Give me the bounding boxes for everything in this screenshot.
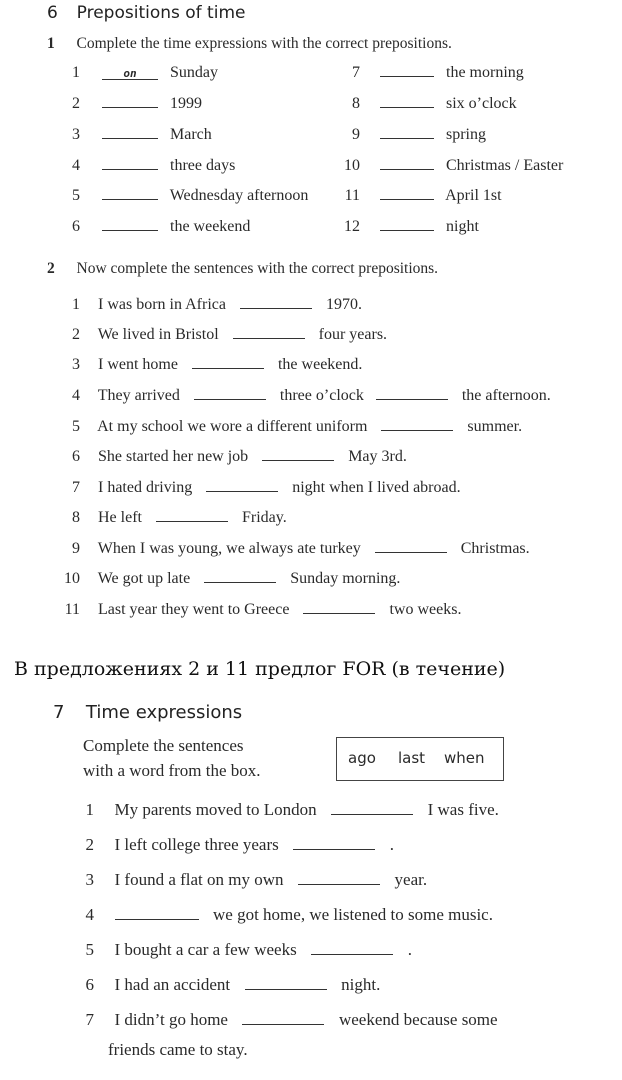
ex2-item-6	[62, 448, 407, 466]
item-number: 2	[72, 95, 80, 112]
ex1-left-item-5	[60, 187, 308, 205]
sentence-part-a: At my school we wore a different uniform	[97, 418, 368, 435]
sentence-part-b: we got home, we listened to some music.	[213, 905, 493, 924]
ex2-item-7	[62, 479, 461, 497]
answer-blank[interactable]	[102, 159, 158, 170]
item-number: 7	[352, 64, 360, 81]
sentence-part-a: I hated driving	[98, 479, 193, 496]
box-word-ago: ago	[348, 749, 376, 767]
s7-item-5	[76, 940, 412, 960]
russian-note: В предложениях 2 и 11 предлог FOR (в течение)	[14, 658, 506, 680]
item-number: 1	[85, 800, 94, 819]
item-number: 5	[72, 187, 80, 204]
item-text: six o’clock	[446, 95, 517, 112]
word-box	[336, 737, 504, 781]
ex2-item-1	[62, 296, 362, 314]
sentence-part-b: night when I lived abroad.	[292, 479, 461, 496]
ex1-right-item-7	[338, 64, 524, 82]
item-text: the morning	[446, 64, 524, 81]
sentence-part-a: I was born in Africa	[98, 296, 226, 313]
sentence-part-b: Christmas.	[460, 540, 530, 557]
sentence-part-a: We lived in Bristol	[97, 326, 219, 343]
item-number: 3	[72, 356, 80, 373]
item-number: 5	[72, 418, 80, 435]
answer-blank[interactable]	[245, 979, 327, 990]
item-text: April 1st	[445, 187, 502, 204]
s7-item-4	[76, 905, 493, 925]
item-number: 11	[64, 601, 80, 618]
answer-blank[interactable]	[156, 511, 228, 522]
answer-blank[interactable]	[206, 481, 278, 492]
sentence-part-b: night.	[341, 975, 381, 994]
section6-number: 6	[47, 3, 58, 23]
item-number: 2	[72, 326, 80, 343]
sentence-part-a: She started her new job	[98, 448, 249, 465]
item-number: 9	[72, 540, 80, 557]
ex1-instruction	[47, 35, 452, 53]
sentence-part-a: They arrived	[97, 387, 180, 404]
item-number: 8	[72, 509, 80, 526]
sentence-part-a: I found a flat on my own	[114, 870, 284, 889]
answer-blank[interactable]	[233, 328, 305, 339]
sentence-part-c: the afternoon.	[461, 387, 551, 404]
answer-blank[interactable]	[380, 128, 434, 139]
item-number: 4	[72, 157, 80, 174]
answer-blank[interactable]	[102, 220, 158, 231]
item-number: 8	[352, 95, 360, 112]
answer-blank[interactable]	[375, 542, 447, 553]
answer-blank[interactable]	[376, 389, 448, 400]
answer-blank[interactable]	[194, 389, 266, 400]
sentence-part-b: I was five.	[427, 800, 499, 819]
ex2-item-8	[62, 509, 287, 527]
item-number: 5	[85, 940, 94, 959]
answer-blank[interactable]	[102, 128, 158, 139]
item-text: March	[170, 126, 212, 143]
sentence-part-b: two weeks.	[389, 601, 462, 618]
item-number: 6	[85, 975, 94, 994]
section6-title-text: Prepositions of time	[76, 3, 246, 23]
answer-blank[interactable]	[102, 189, 158, 200]
sentence-part-b: Sunday morning.	[290, 570, 401, 587]
section7-title-text: Time expressions	[85, 702, 243, 723]
ex1-left-item-2	[60, 95, 202, 113]
section6-title	[47, 3, 245, 23]
s7-item-7	[76, 1010, 498, 1030]
ex1-right-item-11	[338, 187, 502, 205]
sentence-part-b: May 3rd.	[348, 448, 407, 465]
answer-blank-filled[interactable]: on	[102, 69, 158, 80]
ex1-left-item-6	[60, 218, 250, 236]
item-number: 1	[72, 64, 80, 81]
sentence-part-b: the weekend.	[277, 356, 363, 373]
ex1-left-item-4	[60, 157, 235, 175]
item-number: 12	[344, 218, 360, 235]
sentence-part-b: 1970.	[325, 296, 362, 313]
answer-blank[interactable]	[380, 97, 434, 108]
sentence-part-a: I bought a car a few weeks	[114, 940, 297, 959]
sentence-part-a: I went home	[98, 356, 178, 373]
answer-blank[interactable]	[381, 420, 453, 431]
sentence-part-a: We got up late	[97, 570, 191, 587]
box-word-last: last	[398, 749, 426, 767]
ex2-item-11	[62, 601, 461, 619]
item-number: 3	[85, 870, 94, 889]
ex1-number: 1	[47, 35, 55, 52]
ex1-instruction-text: Complete the time expressions with the correct prepositions.	[76, 35, 452, 52]
s7-item-3	[76, 870, 427, 890]
ex2-item-2	[62, 326, 387, 344]
item-text: night	[446, 218, 479, 235]
item-text: Sunday	[170, 64, 218, 81]
sentence-part-b: weekend because some	[338, 1010, 498, 1029]
answer-blank[interactable]	[115, 909, 199, 920]
sentence-part-b: summer.	[467, 418, 523, 435]
s7-item-2	[76, 835, 394, 855]
sentence-part-b: four years.	[318, 326, 388, 343]
item-number: 6	[72, 448, 80, 465]
item-number: 1	[72, 296, 80, 313]
ex1-left-item-1	[60, 64, 218, 82]
ex1-right-item-12	[338, 218, 479, 236]
item-text: Christmas / Easter	[446, 157, 564, 174]
ex1-right-item-9	[338, 126, 486, 144]
item-number: 3	[72, 126, 80, 143]
ex2-item-9	[62, 540, 530, 558]
s7-item-1	[76, 800, 499, 820]
section7-number: 7	[53, 702, 65, 723]
answer-blank[interactable]	[311, 944, 393, 955]
answer-blank[interactable]	[242, 1014, 324, 1025]
item-text: three days	[170, 157, 236, 174]
answer-blank[interactable]	[380, 220, 434, 231]
answer-blank[interactable]	[102, 97, 158, 108]
sentence-part-a: He left	[98, 509, 142, 526]
item-number: 2	[85, 835, 94, 854]
answer-blank[interactable]	[298, 874, 380, 885]
sentence-part-a: I had an accident	[114, 975, 231, 994]
box-word-when: when	[444, 749, 485, 767]
s7-item-6	[76, 975, 380, 995]
item-number: 4	[72, 387, 80, 404]
sentence-part-b: year.	[394, 870, 428, 889]
sentence-part-a: I didn’t go home	[114, 1010, 228, 1029]
item-text: spring	[446, 126, 486, 143]
item-number: 6	[72, 218, 80, 235]
ex2-instruction-text: Now complete the sentences with the correct prepositions.	[76, 260, 439, 277]
ex2-item-3	[62, 356, 362, 374]
item-number: 4	[85, 905, 94, 924]
ex2-instruction	[47, 260, 438, 278]
answer-blank[interactable]	[240, 298, 312, 309]
item-number: 10	[344, 157, 360, 174]
ex1-right-item-10	[338, 157, 563, 175]
sentence-part-b: .	[407, 940, 412, 959]
answer-blank[interactable]	[262, 450, 334, 461]
ex1-left-item-3	[60, 126, 212, 144]
section7-instruction-line2: with a word from the box.	[83, 761, 261, 780]
section7-instruction-line1: Complete the sentences	[83, 736, 244, 755]
section7-title	[53, 702, 242, 723]
sentence-part-b: Friday.	[241, 509, 287, 526]
ex2-item-10	[62, 570, 400, 588]
sentence-part-a: When I was young, we always ate turkey	[97, 540, 361, 557]
item-number: 11	[344, 187, 360, 204]
answer-blank[interactable]	[293, 839, 375, 850]
item-number: 7	[72, 479, 80, 496]
sentence-part-b: .	[389, 835, 394, 854]
item-text: 1999	[170, 95, 202, 112]
ex2-item-4	[62, 387, 551, 405]
sentence-part-a: Last year they went to Greece	[98, 601, 290, 618]
sentence-part-a: I left college three years	[114, 835, 279, 854]
answer-blank[interactable]	[380, 189, 434, 200]
sentence-part-b: three o’clock	[279, 387, 364, 404]
item-number: 9	[352, 126, 360, 143]
answer-blank[interactable]	[331, 804, 413, 815]
answer-blank[interactable]	[380, 66, 434, 77]
item-text: Wednesday afternoon	[169, 187, 309, 204]
answer-blank[interactable]	[192, 358, 264, 369]
ex1-right-item-8	[338, 95, 517, 113]
ex2-item-5	[62, 418, 522, 436]
answer-blank[interactable]	[380, 159, 434, 170]
item-number: 7	[85, 1010, 94, 1029]
answer-blank[interactable]	[204, 572, 276, 583]
s7-item-7-continuation: friends came to stay.	[108, 1040, 248, 1059]
item-text: the weekend	[170, 218, 251, 235]
answer-blank[interactable]	[303, 603, 375, 614]
item-number: 10	[64, 570, 80, 587]
ex2-number: 2	[47, 260, 55, 277]
sentence-part-a: My parents moved to London	[114, 800, 317, 819]
